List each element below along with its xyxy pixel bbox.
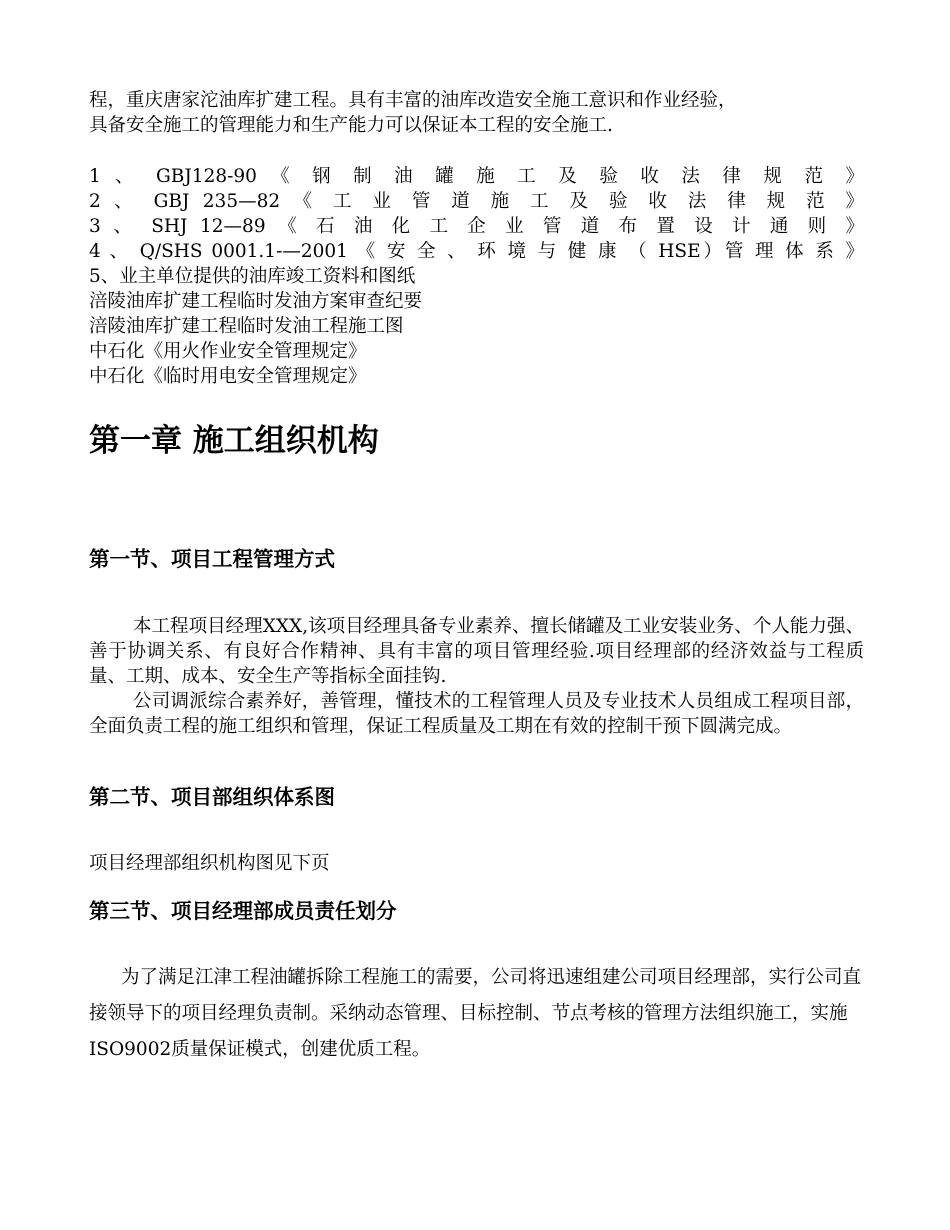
- reference-list: [89, 164, 864, 389]
- section-1-body: [89, 614, 864, 739]
- reference-item: 涪陵油库扩建工程临时发油方案审查纪要: [89, 291, 423, 312]
- reference-item: 3 、 SHJ 12—89 《 石 油 化 工 企 业 管 道 布 置 设 计 通 则 》: [89, 216, 864, 237]
- section-1-paragraph: 本工程项目经理XXX,该项目经理具备专业素养、擅长储罐及工业安装业务、个人能力强、善于协调关系、有良好合作精神、具有丰富的项目管理经验.项目经理部的经济效益与工程质量、工期、成本、安全生产等指标全面挂钩.: [89, 616, 864, 687]
- reference-item: 5、业主单位提供的油库竣工资料和图纸: [89, 266, 416, 287]
- section-1-paragraph: 公司调派综合素养好，善管理，懂技术的工程管理人员及专业技术人员组成工程项目部，全面负责工程的施工组织和管理，保证工程质量及工期在有效的控制干预下圆满完成。: [89, 691, 864, 737]
- reference-item: 4 、 Q/SHS 0001.1-—2001 《 安 全 、 环 境 与 健 康 （ HSE）管 理 体 系 》: [89, 241, 864, 262]
- reference-item: 1 、 GBJ128-90 《 钢 制 油 罐 施 工 及 验 收 法 律 规 范 》: [89, 166, 864, 187]
- section-3-title: 第三节、项目经理部成员责任划分: [89, 899, 397, 923]
- intro-line: 具备安全施工的管理能力和生产能力可以保证本工程的安全施工.: [89, 115, 613, 136]
- reference-item: 中石化《用火作业安全管理规定》: [89, 341, 367, 362]
- reference-item: 中石化《临时用电安全管理规定》: [89, 366, 367, 387]
- section-3-paragraph: 为了满足江津工程油罐拆除工程施工的需要，公司将迅速组建公司项目经理部，实行公司直接领导下的项目经理负责制。采纳动态管理、目标控制、节点考核的管理方法组织施工，实施ISO9002质量保证模式，创建优质工程。: [89, 967, 862, 1060]
- section-2-note: 项目经理部组织机构图见下页: [89, 853, 330, 874]
- chapter-title: 第一章 施工组织机构: [89, 423, 379, 459]
- section-2-title: 第二节、项目部组织体系图: [89, 785, 335, 809]
- reference-item: 涪陵油库扩建工程临时发油工程施工图: [89, 316, 404, 337]
- reference-item: 2 、 GBJ 235—82 《 工 业 管 道 施 工 及 验 收 法 律 规 范 》: [89, 191, 864, 212]
- section-1-title: 第一节、项目工程管理方式: [89, 547, 335, 571]
- intro-line: 程，重庆唐家沱油库扩建工程。具有丰富的油库改造安全施工意识和作业经验，: [89, 90, 737, 111]
- intro-paragraph: [89, 88, 864, 138]
